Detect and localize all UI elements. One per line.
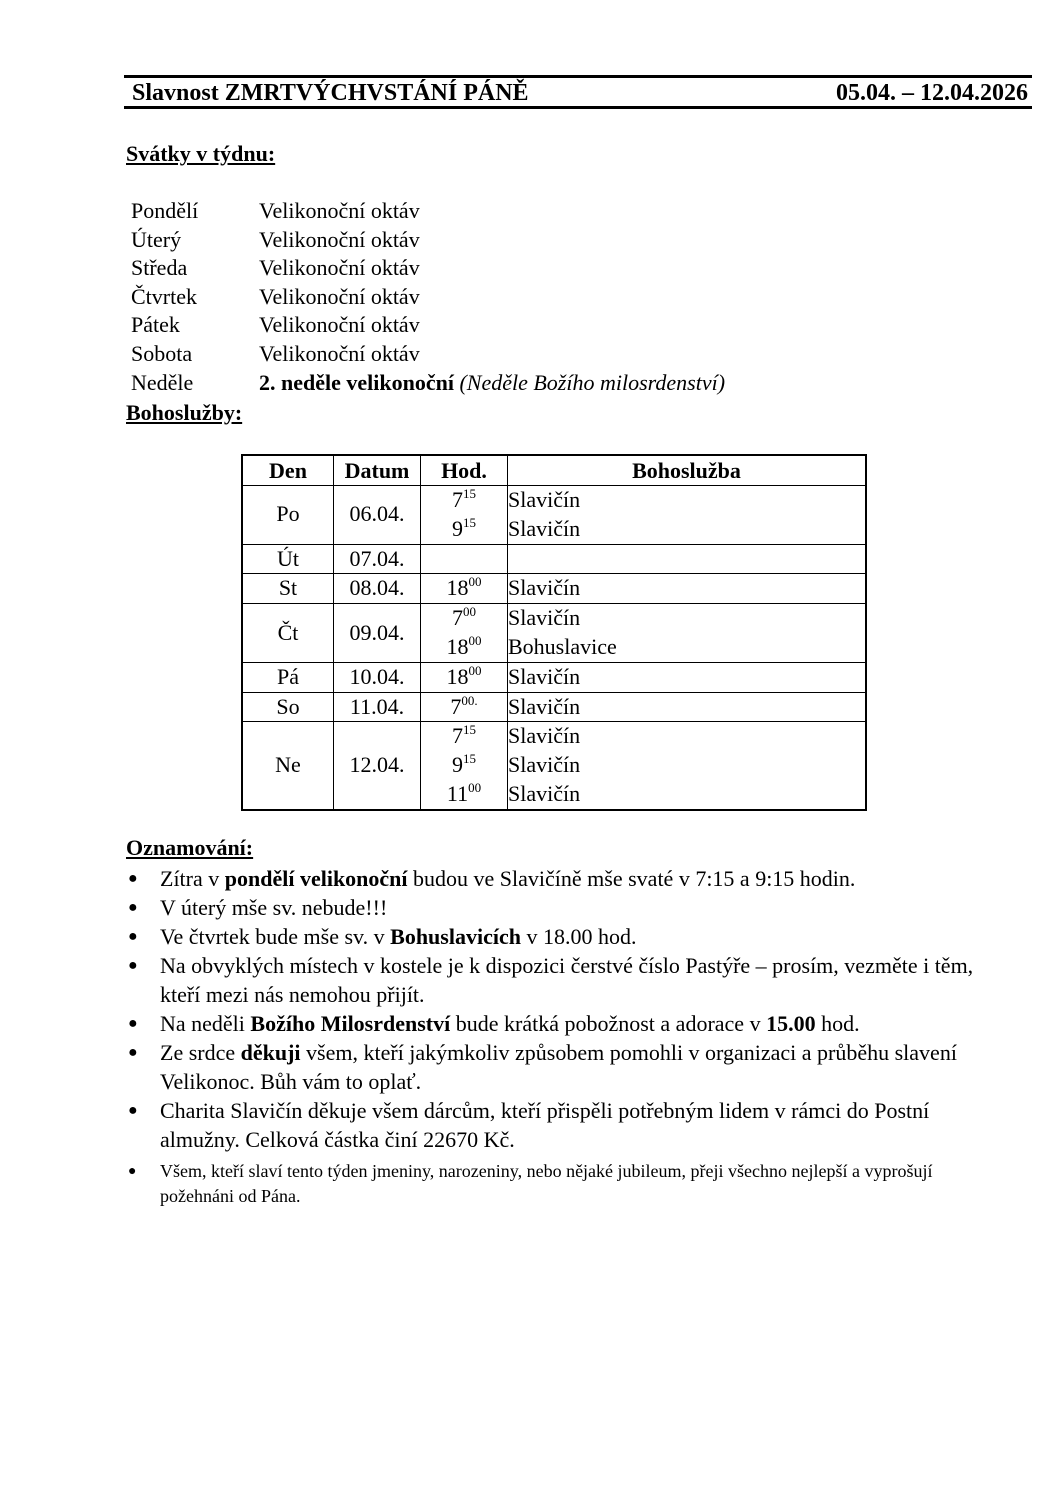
services-table [241,454,867,811]
announcements-heading: Oznamování: [126,835,254,860]
service-place: Slavičín [508,723,581,749]
service-time [421,486,507,515]
feast-row [131,311,725,340]
announcement-item [126,893,1006,922]
time-hour: 7 [452,487,463,512]
cell-places [508,486,867,545]
page-title: Slavnost ZMRTVÝCHVSTÁNÍ PÁNĚ [132,80,529,106]
announcement-fragment: bude krátká pobožnost a adorace v [450,1011,767,1036]
table-row [242,574,866,604]
time-hour: 18 [446,575,469,601]
feast-name: Velikonoční oktáv [259,312,420,338]
cell-hours [421,604,508,663]
cell-hours [421,662,508,692]
announcement-fragment: Na obvyklých místech v kostele je k dispozici čerstvé číslo Pastýře – prosím, vezměte i těm, kteří mezi nás nemohou přijít. [160,953,974,1007]
time-minutes: 15 [463,486,476,501]
feast-day: Pondělí [131,198,199,223]
time-minutes: 00 [468,574,482,590]
announcement-emphasis: děkuji [240,1040,301,1065]
feast-name-bold: 2. neděle velikonoční [259,369,454,395]
announcement-emphasis: Bohuslavicích [390,924,521,949]
cell-day: Po [242,486,334,545]
cell-date: 10.04. [334,662,421,692]
service-place: Slavičín [508,575,581,601]
bullet-dot-icon: ● [128,1015,138,1032]
services-heading: Bohoslužby: [126,400,243,425]
cell-date: 08.04. [334,574,421,604]
feasts-heading: Svátky v týdnu: [126,141,276,166]
service-time [421,780,507,809]
time-hour: 9 [452,752,463,778]
time-hour: 18 [446,663,469,689]
bullet-dot-icon: ● [128,1102,138,1119]
announcement-fragment: Na neděli [160,1011,251,1036]
feast-name: Velikonoční oktáv [259,255,420,281]
feast-day: Středa [131,255,188,281]
feast-name [259,369,725,398]
announcement-fragment: Všem, kteří slaví tento týden jmeniny, narozeniny, nebo nějaké jubileum, přeji všechno nejlepší a vyprošují požehnáni od Pána. [160,1161,933,1206]
cell-hours [421,692,508,722]
table-row [242,662,866,692]
cell-places [508,692,867,722]
table-row [242,722,866,810]
announcement-emphasis: pondělí velikonoční [224,866,408,891]
feast-row [131,226,725,255]
announcement-item [126,1096,1006,1154]
cell-day: Ne [242,722,334,810]
feast-day: Čtvrtek [131,283,197,309]
announcement-fragment: Zítra v [160,866,225,891]
time-minutes: 00 [468,632,482,648]
time-hour: 11 [446,780,469,806]
cell-date: 09.04. [334,604,421,663]
feast-name: Velikonoční oktáv [259,283,420,309]
cell-hours [421,722,508,810]
table-header-row [242,455,866,486]
cell-day: Pá [242,662,334,692]
time-hour: 7 [452,723,463,749]
cell-places [508,662,867,692]
feast-row [131,369,725,398]
cell-hours [421,544,508,574]
announcement-text [160,1159,1006,1209]
announcement-text [160,1038,1006,1096]
announcement-text [160,922,1006,951]
feast-name-italic: (Neděle Božího milosrdenství) [459,369,726,395]
announcement-item [126,951,1006,1009]
time-hour: 18 [446,633,469,659]
announcement-fragment: Charita Slavičín děkuje všem dárcům, kteří přispěli potřebným lidem v rámci do Postní almužny. Celková částka činí 22670 Kč. [160,1098,930,1152]
bullet-dot-icon: ● [128,870,138,887]
service-place: Slavičín [508,780,581,806]
header-rule-top [124,75,1032,78]
bullet-dot-icon: ● [128,1164,137,1179]
announcement-item [126,1159,1006,1209]
time-minutes: 15 [463,514,476,530]
service-place: Slavičín [508,663,581,689]
service-time [421,633,507,662]
bullet-dot-icon: ● [128,899,138,916]
cell-date: 12.04. [334,722,421,810]
feasts-list [131,197,725,397]
service-time [421,545,507,574]
feast-day: Sobota [131,340,193,366]
announcement-item [126,1009,1006,1038]
time-minutes: 00. [461,692,478,708]
announcement-emphasis: 15.00 [766,1011,816,1036]
feast-row [131,254,725,283]
column-header-day: Den [242,455,334,486]
service-time [421,722,507,751]
feast-row [131,340,725,369]
announcement-item [126,1038,1006,1096]
announcement-text [160,951,1006,1009]
service-place: Bohuslavice [508,633,617,659]
date-range: 05.04. – 12.04.2026 [836,80,1028,106]
feast-row [131,197,725,226]
table-row [242,544,866,574]
announcement-item [126,864,1006,893]
cell-places [508,574,867,604]
table-row [242,486,866,545]
time-minutes: 00 [468,662,482,678]
cell-day: Út [242,544,334,574]
service-time [421,604,507,633]
cell-date: 06.04. [334,486,421,545]
time-minutes: 00 [468,779,482,795]
announcement-fragment: V úterý mše sv. nebude!!! [160,895,388,920]
cell-places [508,544,867,574]
column-header-date: Datum [334,455,421,486]
column-header-service: Bohoslužba [508,455,867,486]
service-place [508,545,865,574]
feast-day: Neděle [131,369,194,395]
service-place: Slavičín [508,693,581,719]
cell-date: 11.04. [334,692,421,722]
cell-day: So [242,692,334,722]
announcement-fragment: všem, kteří jakýmkoliv způsobem pomohli v organizaci a průběhu slavení Velikonoc. Bůh vám to oplať. [160,1040,957,1094]
service-place: Slavičín [508,487,581,512]
bullet-dot-icon: ● [128,957,138,974]
time-hour: 7 [452,605,463,631]
cell-date: 07.04. [334,544,421,574]
service-place: Slavičín [508,605,581,631]
announcement-text [160,1009,1006,1038]
feast-name: Velikonoční oktáv [259,226,420,252]
service-place: Slavičín [508,752,581,778]
announcement-fragment: Ze srdce [160,1040,241,1065]
table-row [242,692,866,722]
feast-name: Velikonoční oktáv [259,198,420,223]
announcement-item [126,922,1006,951]
cell-day: Čt [242,604,334,663]
service-time [421,693,507,722]
announcement-emphasis: Božího Milosrdenství [250,1011,451,1036]
feast-day: Pátek [131,312,180,338]
announcement-fragment: hod. [815,1011,860,1036]
announcement-fragment: Ve čtvrtek bude mše sv. v [160,924,391,949]
service-time [421,663,507,692]
column-header-hour: Hod. [421,455,508,486]
service-time [421,751,507,780]
time-minutes: 15 [463,751,476,767]
cell-places [508,604,867,663]
feast-day: Úterý [131,226,182,252]
time-hour: 7 [450,693,462,719]
announcement-text [160,893,1006,922]
service-place: Slavičín [508,515,581,541]
time-hour: 9 [452,515,463,541]
cell-day: St [242,574,334,604]
cell-places [508,722,867,810]
bullet-dot-icon: ● [128,1044,138,1061]
bullet-dot-icon: ● [128,928,138,945]
cell-hours [421,486,508,545]
service-time [421,515,507,544]
time-minutes: 15 [463,722,476,738]
header-rule-bottom [124,106,1032,109]
announcements-list [126,864,1006,1209]
time-minutes: 00 [463,604,476,620]
feast-name: Velikonoční oktáv [259,340,420,366]
announcement-text [160,864,1006,893]
announcement-fragment: budou ve Slavičíně mše svaté v 7:15 a 9:15 hodin. [407,866,856,891]
service-time [421,574,507,603]
announcement-fragment: v 18.00 hod. [520,924,637,949]
cell-hours [421,574,508,604]
feast-row [131,283,725,312]
announcement-text [160,1096,1006,1154]
table-row [242,604,866,663]
